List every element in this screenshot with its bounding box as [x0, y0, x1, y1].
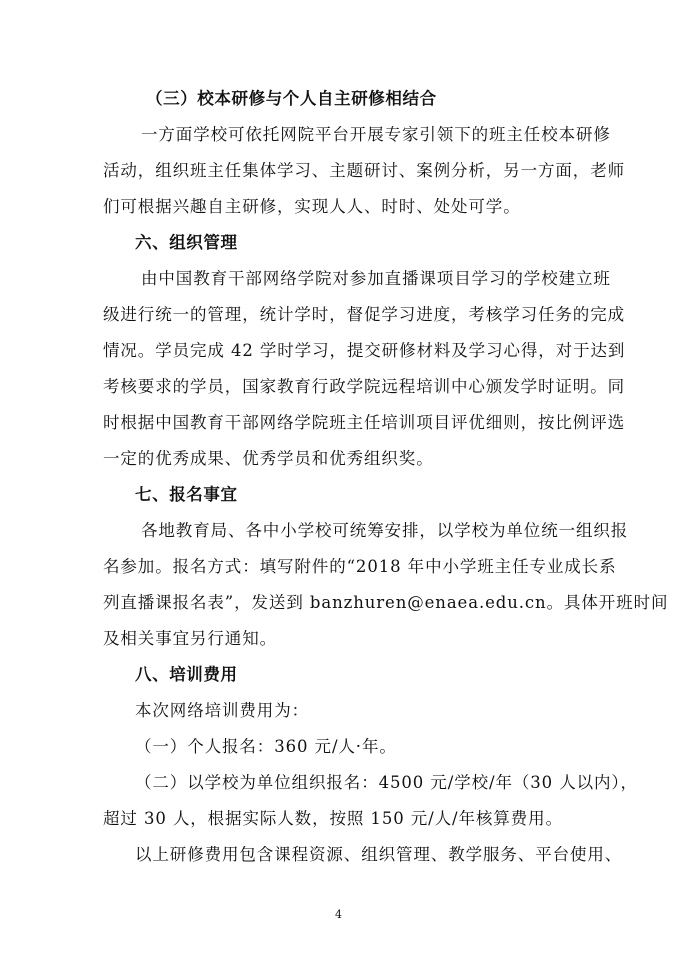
paragraph-line: 名参加。报名方式：填写附件的“2018 年中小学班主任专业成长系: [103, 557, 617, 576]
list-item: （二）以学校为单位组织报名：4500 元/学校/年（30 人以内），: [135, 773, 638, 792]
paragraph-line: 各地教育局、各中小学校可统筹安排，以学校为单位统一组织报: [141, 521, 629, 540]
paragraph-line: 一定的优秀成果、优秀学员和优秀组织奖。: [103, 449, 434, 468]
paragraph-line: 列直播课报名表”，发送到 banzhuren@enaea.edu.cn。具体开班时间: [103, 593, 669, 612]
paragraph-line: 们可根据兴趣自主研修，实现人人、时时、处处可学。: [103, 197, 521, 216]
paragraph-line: 情况。学员完成 42 学时学习，提交研修材料及学习心得，对于达到: [103, 341, 626, 360]
paragraph-line: 以上研修费用包含课程资源、组织管理、教学服务、平台使用、: [135, 845, 623, 864]
paragraph-line: 活动，组织班主任集体学习、主题研讨、案例分析，另一方面，老师: [103, 161, 625, 180]
subsection-heading: （三）校本研修与个人自主研修相结合: [146, 89, 437, 108]
section-heading: 六、组织管理: [135, 233, 238, 252]
paragraph-line: 考核要求的学员，国家教育行政学院远程培训中心颁发学时证明。同: [103, 377, 625, 396]
section-heading: 七、报名事宜: [135, 485, 238, 504]
list-item: （一）个人报名：360 元/人·年。: [135, 737, 397, 756]
paragraph-line: 本次网络培训费用为：: [135, 701, 309, 720]
paragraph-line: 级进行统一的管理，统计学时，督促学习进度，考核学习任务的完成: [103, 305, 625, 324]
paragraph-line: 超过 30 人，根据实际人数，按照 150 元/人/年核算费用。: [103, 809, 563, 828]
paragraph-line: 由中国教育干部网络学院对参加直播课项目学习的学校建立班: [141, 269, 611, 288]
section-heading: 八、培训费用: [135, 665, 238, 684]
paragraph-line: 及相关事宜另行通知。: [103, 629, 277, 648]
paragraph-line: 时根据中国教育干部网络学院班主任培训项目评优细则，按比例评选: [103, 413, 625, 432]
paragraph-line: 一方面学校可依托网院平台开展专家引领下的班主任校本研修: [141, 125, 611, 144]
page-number: 4: [335, 908, 342, 921]
